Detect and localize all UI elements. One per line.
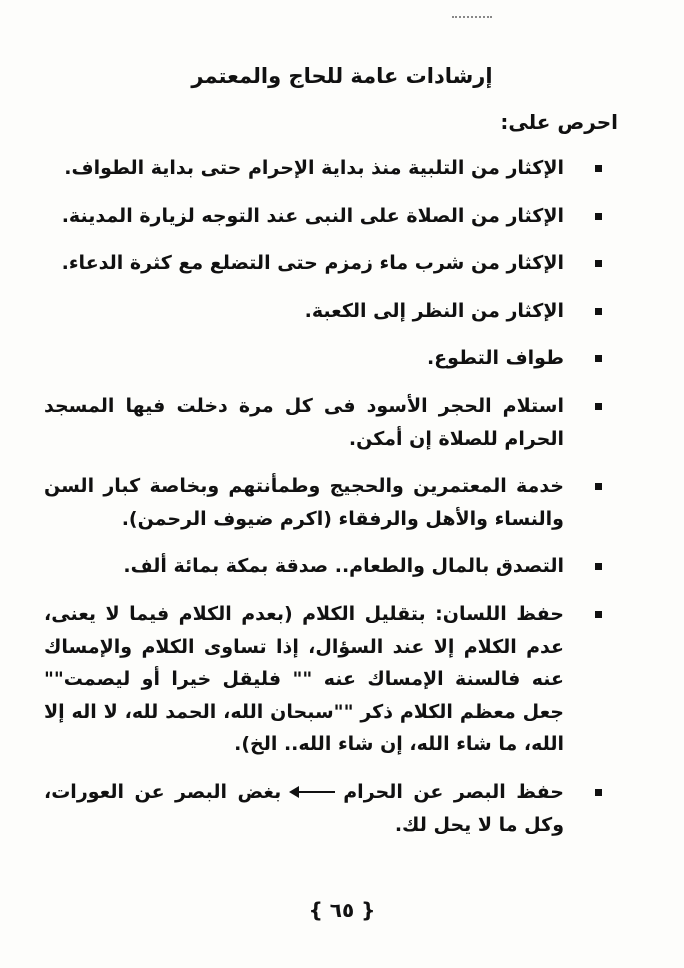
square-bullet-icon (595, 403, 602, 410)
list-item-text: استلام الحجر الأسود فى كل مرة دخلت فيها المسجد الحرام للصلاة إن أمكن. (44, 394, 564, 450)
list-item (44, 598, 624, 761)
square-bullet-icon (595, 165, 602, 172)
list-item (44, 152, 624, 185)
page-title: إرشادات عامة للحاج والمعتمر (191, 64, 493, 88)
square-bullet-icon (595, 611, 602, 618)
list-item (44, 390, 624, 455)
list-item-text: الإكثار من التلبية منذ بداية الإحرام حتى بداية الطواف. (64, 157, 564, 179)
list-item-text: الإكثار من شرب ماء زمزم حتى التضلع مع كثرة الدعاء. (61, 252, 564, 275)
square-bullet-icon (595, 789, 602, 796)
square-bullet-icon (595, 308, 602, 315)
arrow-left-icon (295, 791, 335, 793)
list-item-text-before-arrow: حفظ البصر عن الحرام (343, 780, 564, 803)
list-item-text: خدمة المعتمرين والحجيج وطمأنتهم وبخاصة كبار السن والنساء والأهل والرفقاء (اكرم ضيوف الرحمن). (44, 475, 564, 530)
intro-heading: احرص على: (500, 110, 618, 134)
list-item (44, 470, 624, 535)
square-bullet-icon (595, 483, 602, 490)
advice-list (44, 152, 624, 856)
list-item-text-after-arrow: بغض البصر عن العورات، وكل ما لا يحل لك. (44, 780, 564, 836)
top-dots (452, 16, 492, 22)
list-item-text: طواف التطوع. (426, 347, 564, 370)
list-item-text: الإكثار من النظر إلى الكعبة. (304, 299, 564, 322)
square-bullet-icon (595, 563, 602, 570)
list-item-text: حفظ اللسان: بتقليل الكلام (بعدم الكلام فيما لا يعنى، عدم الكلام إلا عند السؤال، إذا تساوى الكلام والإمساك عنه فالسنة الإمساك عنه "" فليقل خيرا أو ليصمت"" جعل معظم الكلام ذكر ""سبحان الله، الحمد لله، لا اله إلا الله، ما شاء الله، إن شاء الله.. الخ). (44, 602, 564, 756)
square-bullet-icon (595, 260, 602, 267)
list-item (44, 550, 624, 583)
list-item (44, 776, 624, 841)
list-item-text: الإكثار من الصلاة على النبى عند التوجه لزيارة المدينة. (61, 204, 564, 227)
square-bullet-icon (595, 355, 602, 362)
list-item-text: التصدق بالمال والطعام.. صدقة بمكة بمائة ألف. (123, 555, 564, 578)
list-item (44, 342, 624, 375)
list-item (44, 247, 624, 280)
list-item (44, 295, 624, 328)
page-number: { ٦٥ } (308, 898, 376, 922)
list-item (44, 200, 624, 233)
square-bullet-icon (595, 213, 602, 220)
